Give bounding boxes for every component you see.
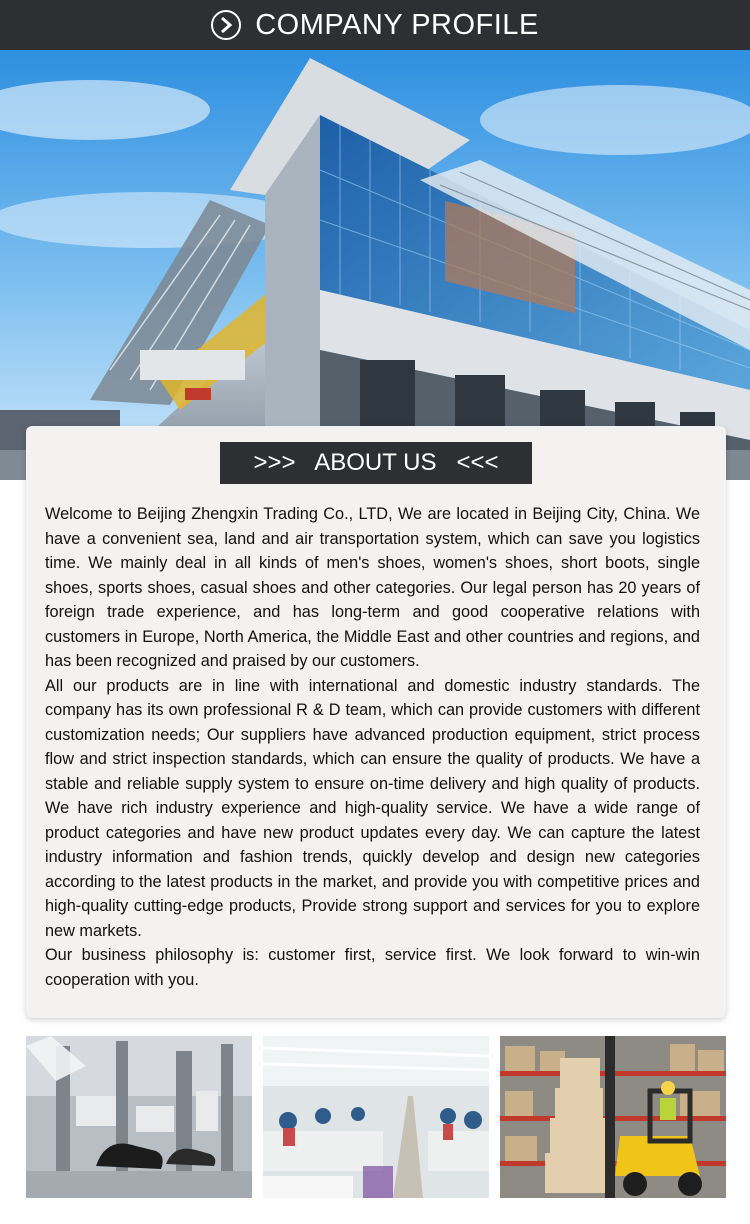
sewing-workshop-photo — [263, 1036, 489, 1198]
chevron-right-circle-icon — [211, 10, 241, 40]
about-paragraph: All our products are in line with international and domestic industry standards. The company has its own professional R & D team, which can provide customers with different customization needs; Our suppliers have advanced production equipment, strict process flow and strict inspection standards, which can ensure the quality of products. We have a stable and reliable supply system to ensure on-time delivery and high quality of products. We have rich industry experience and high-quality service. We have a wide range of product categories and have new product updates every day. We can capture the latest industry information and fashion trends, quickly develop and design new categories according to the latest products in the market, and provide you with competitive prices and high-quality cutting-edge products, Provide strong support and services for you to explore new markets. — [45, 676, 700, 940]
about-us-text — [45, 502, 700, 992]
page-title: COMPANY PROFILE — [255, 8, 539, 41]
company-building-image — [0, 50, 750, 480]
about-paragraph: Our business philosophy is: customer first, service first. We look forward to win-win cooperation with you. — [45, 946, 700, 989]
shoe-production-machinery-photo — [26, 1036, 252, 1198]
about-us-card — [26, 426, 726, 1018]
photo-gallery — [26, 1036, 726, 1198]
about-paragraph: Welcome to Beijing Zhengxin Trading Co., LTD, We are located in Beijing City, China. We have a convenient sea, land and air transportation system, which can save you logistics time. We mainly deal in all kinds of men's shoes, women's shoes, short boots, single shoes, sports shoes, casual shoes and other categories. Our legal person has 20 years of foreign trade experience, and has long-term and good cooperative relations with customers in Europe, North America, the Middle East and other countries and regions, and has been recognized and praised by our customers. — [45, 505, 700, 670]
warehouse-forklift-photo — [500, 1036, 726, 1198]
about-us-banner: >>> ABOUT US <<< — [220, 442, 532, 484]
page-header — [0, 0, 750, 50]
